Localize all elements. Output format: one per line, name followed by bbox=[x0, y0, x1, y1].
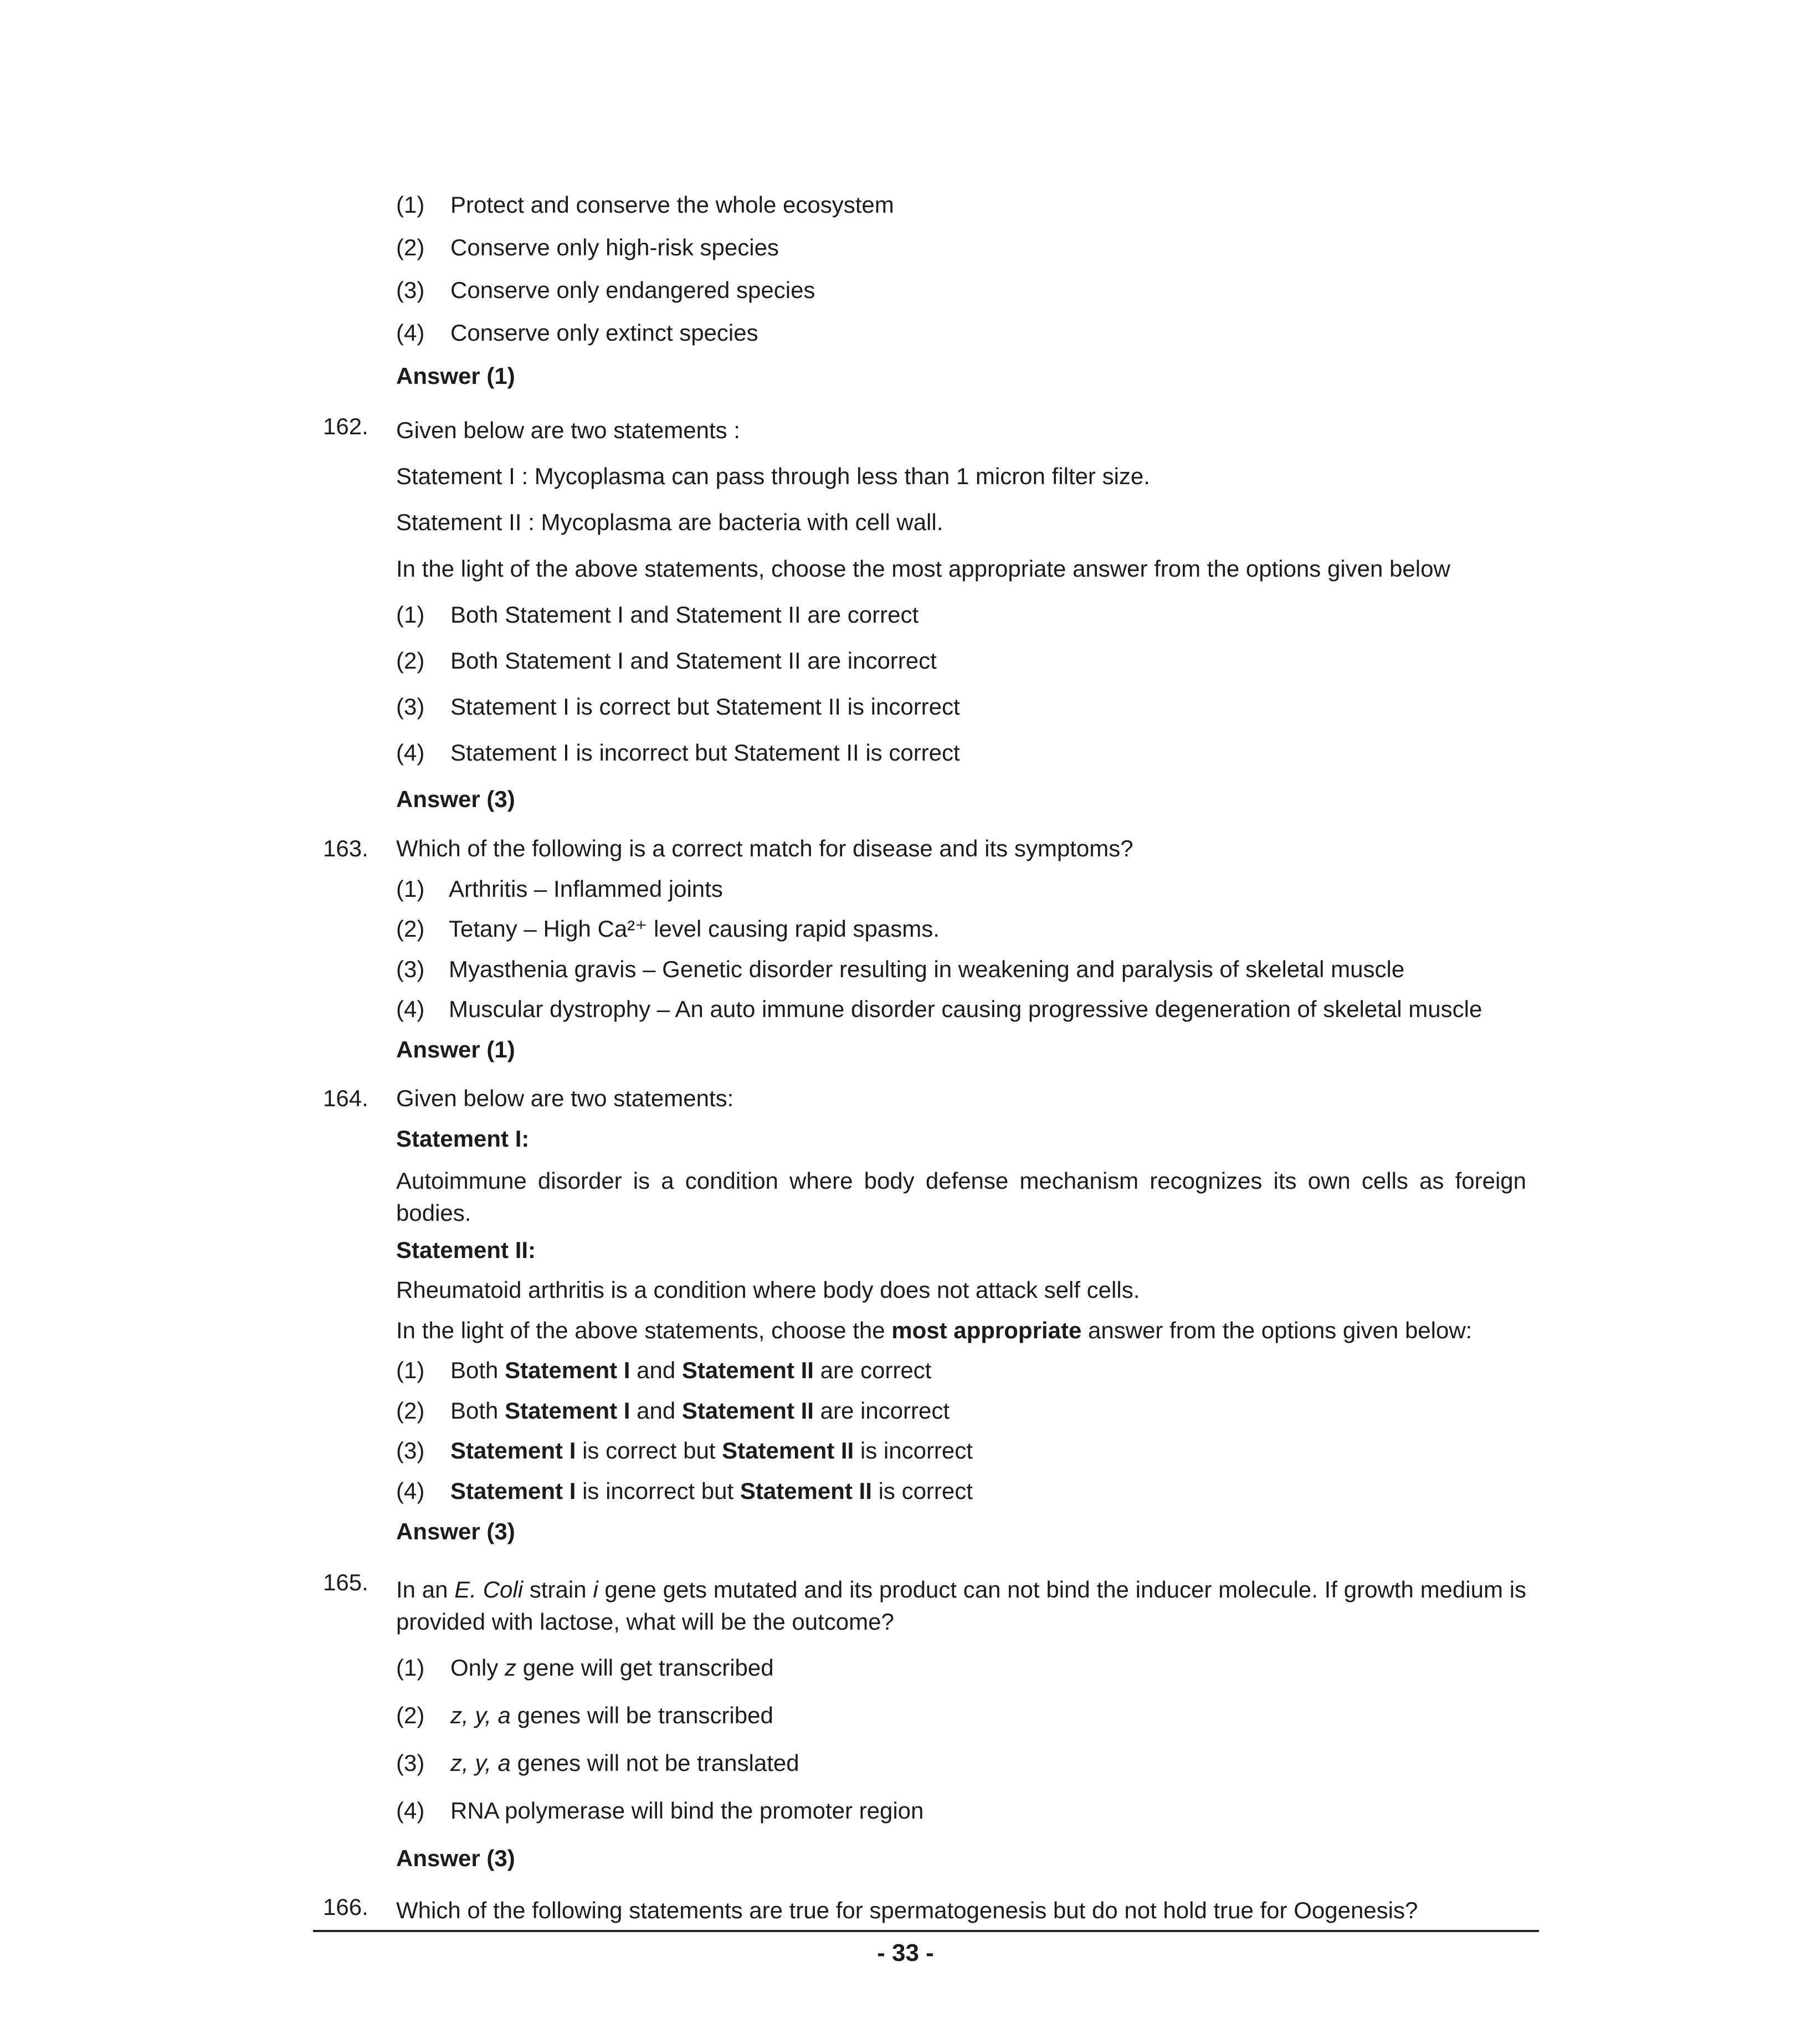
option bbox=[396, 739, 960, 767]
option bbox=[396, 191, 894, 219]
question-number: 166. bbox=[323, 1894, 368, 1920]
option-number: (3) bbox=[396, 1750, 425, 1776]
statement-2: Statement II : Mycoplasma are bacteria with cell wall. bbox=[396, 509, 943, 535]
option-text: RNA polymerase will bind the promoter region bbox=[450, 1798, 924, 1824]
option bbox=[396, 956, 1404, 983]
statement-1-label: Statement I: bbox=[396, 1126, 530, 1152]
option-number: (3) bbox=[396, 1437, 425, 1463]
option-number: (1) bbox=[396, 192, 425, 218]
option-text: Muscular dystrophy – An auto immune disorder causing progressive degeneration of skeletal muscle bbox=[449, 996, 1482, 1022]
instruction-post: answer from the options given below: bbox=[1087, 1317, 1473, 1343]
option-number: (1) bbox=[396, 1655, 425, 1681]
option bbox=[396, 234, 779, 261]
option bbox=[396, 693, 960, 721]
answer: Answer (3) bbox=[396, 1518, 515, 1544]
option bbox=[396, 1357, 931, 1384]
gene-names: z, y, a bbox=[450, 1702, 511, 1728]
option-number: (2) bbox=[396, 648, 425, 674]
option-number: (4) bbox=[396, 1478, 425, 1504]
option-text: Conserve only extinct species bbox=[450, 320, 758, 346]
option-number: (4) bbox=[396, 996, 425, 1022]
gene-name: z bbox=[505, 1655, 517, 1681]
option-number: (3) bbox=[396, 277, 425, 303]
option-statement-ref: Statement I bbox=[450, 1437, 576, 1463]
option-text: gene will get transcribed bbox=[522, 1655, 774, 1681]
instruction bbox=[396, 1317, 1472, 1344]
option-text: genes will not be translated bbox=[517, 1750, 799, 1776]
option-text: Statement I is correct but Statement II is incorrect bbox=[450, 694, 960, 720]
question-stem: Which of the following is a correct match for disease and its symptoms? bbox=[396, 835, 1133, 861]
option-number: (1) bbox=[396, 1357, 425, 1383]
option-text: genes will be transcribed bbox=[517, 1702, 773, 1728]
option-statement-ref: Statement II bbox=[681, 1398, 814, 1424]
option-number: (2) bbox=[396, 1702, 425, 1728]
option bbox=[396, 601, 919, 629]
stem-text: strain bbox=[529, 1576, 587, 1603]
page-number: - 33 - bbox=[877, 1939, 934, 1966]
answer: Answer (3) bbox=[396, 786, 515, 812]
option-word: is incorrect bbox=[860, 1437, 973, 1463]
option-text: Both Statement I and Statement II are incorrect bbox=[450, 648, 937, 674]
option bbox=[396, 995, 1482, 1023]
instruction-emphasis: most appropriate bbox=[891, 1317, 1082, 1343]
option bbox=[396, 319, 758, 347]
option-word: are incorrect bbox=[820, 1398, 950, 1424]
option-word: Both bbox=[450, 1398, 499, 1424]
option-number: (3) bbox=[396, 956, 425, 982]
question-stem: Given below are two statements : bbox=[396, 417, 740, 443]
option bbox=[396, 1397, 950, 1425]
option bbox=[396, 1797, 924, 1825]
question-number: 164. bbox=[323, 1085, 368, 1111]
question-number: 165. bbox=[323, 1569, 368, 1595]
option bbox=[396, 647, 937, 675]
option-number: (1) bbox=[396, 876, 425, 902]
option-word: is incorrect but bbox=[582, 1478, 734, 1504]
option-text: Statement I is incorrect but Statement II is correct bbox=[450, 739, 960, 766]
stem-text: gene gets mutated and its product can not bind the inducer molecule. If growth medium is provided with lactose, what will be the outcome? bbox=[396, 1576, 1527, 1635]
option-text: Conserve only high-risk species bbox=[450, 234, 779, 260]
option bbox=[396, 1654, 774, 1682]
option-statement-ref: Statement II bbox=[722, 1437, 854, 1463]
option-text: Tetany – High Ca²⁺ level causing rapid spasms. bbox=[449, 916, 940, 942]
option-number: (2) bbox=[396, 1398, 425, 1424]
answer: Answer (3) bbox=[396, 1845, 515, 1871]
answer: Answer (1) bbox=[396, 363, 515, 389]
statement-1-text: Autoimmune disorder is a condition where body defense mechanism recognizes its own cells as foreign bodies. bbox=[396, 1168, 1526, 1226]
question-stem bbox=[396, 1574, 1526, 1638]
option-statement-ref: Statement I bbox=[505, 1398, 630, 1424]
option bbox=[396, 276, 815, 304]
option-number: (4) bbox=[396, 739, 425, 766]
footer-rule bbox=[313, 1930, 1539, 1932]
gene-name: i bbox=[593, 1576, 598, 1603]
question-stem: Which of the following statements are true for spermatogenesis but do not hold true for Oogenesis? bbox=[396, 1897, 1418, 1923]
option-text: Both Statement I and Statement II are correct bbox=[450, 602, 919, 628]
question-number: 163. bbox=[323, 835, 368, 861]
option-number: (1) bbox=[396, 602, 425, 628]
statement-1: Statement I : Mycoplasma can pass through less than 1 micron filter size. bbox=[396, 463, 1150, 489]
option-number: (4) bbox=[396, 1798, 425, 1824]
option-statement-ref: Statement II bbox=[740, 1478, 872, 1504]
option-word: are correct bbox=[820, 1357, 932, 1383]
option bbox=[396, 875, 723, 903]
instruction-pre: In the light of the above statements, choose the bbox=[396, 1317, 885, 1343]
statement-2-label: Statement II: bbox=[396, 1237, 536, 1263]
option bbox=[396, 1477, 973, 1505]
species-name: E. Coli bbox=[454, 1576, 524, 1603]
option-word: Only bbox=[450, 1655, 499, 1681]
option-statement-ref: Statement I bbox=[505, 1357, 630, 1383]
option bbox=[396, 1437, 973, 1465]
option bbox=[396, 915, 940, 943]
instruction: In the light of the above statements, choose the most appropriate answer from the options given below bbox=[396, 556, 1450, 582]
question-stem: Given below are two statements: bbox=[396, 1085, 734, 1111]
gene-names: z, y, a bbox=[450, 1750, 511, 1776]
option-number: (2) bbox=[396, 916, 425, 942]
option-text: Protect and conserve the whole ecosystem bbox=[450, 192, 894, 218]
option-word: Both bbox=[450, 1357, 499, 1383]
option-text: Myasthenia gravis – Genetic disorder resulting in weakening and paralysis of skeletal muscle bbox=[449, 956, 1405, 982]
option bbox=[396, 1749, 799, 1777]
option-statement-ref: Statement II bbox=[681, 1357, 814, 1383]
option-text: Conserve only endangered species bbox=[450, 277, 815, 303]
answer: Answer (1) bbox=[396, 1036, 515, 1062]
option-text: Arthritis – Inflammed joints bbox=[449, 876, 723, 902]
option-word: and bbox=[637, 1398, 676, 1424]
option-number: (4) bbox=[396, 320, 425, 346]
option-word: is correct but bbox=[582, 1437, 716, 1463]
option bbox=[396, 1702, 773, 1729]
option-word: is correct bbox=[878, 1478, 973, 1504]
option-statement-ref: Statement I bbox=[450, 1478, 576, 1504]
option-word: and bbox=[637, 1357, 676, 1383]
option-number: (2) bbox=[396, 234, 425, 260]
stem-text: In an bbox=[396, 1576, 448, 1603]
question-number: 162. bbox=[323, 413, 368, 439]
option-number: (3) bbox=[396, 694, 425, 720]
statement-2-text: Rheumatoid arthritis is a condition where body does not attack self cells. bbox=[396, 1277, 1140, 1303]
